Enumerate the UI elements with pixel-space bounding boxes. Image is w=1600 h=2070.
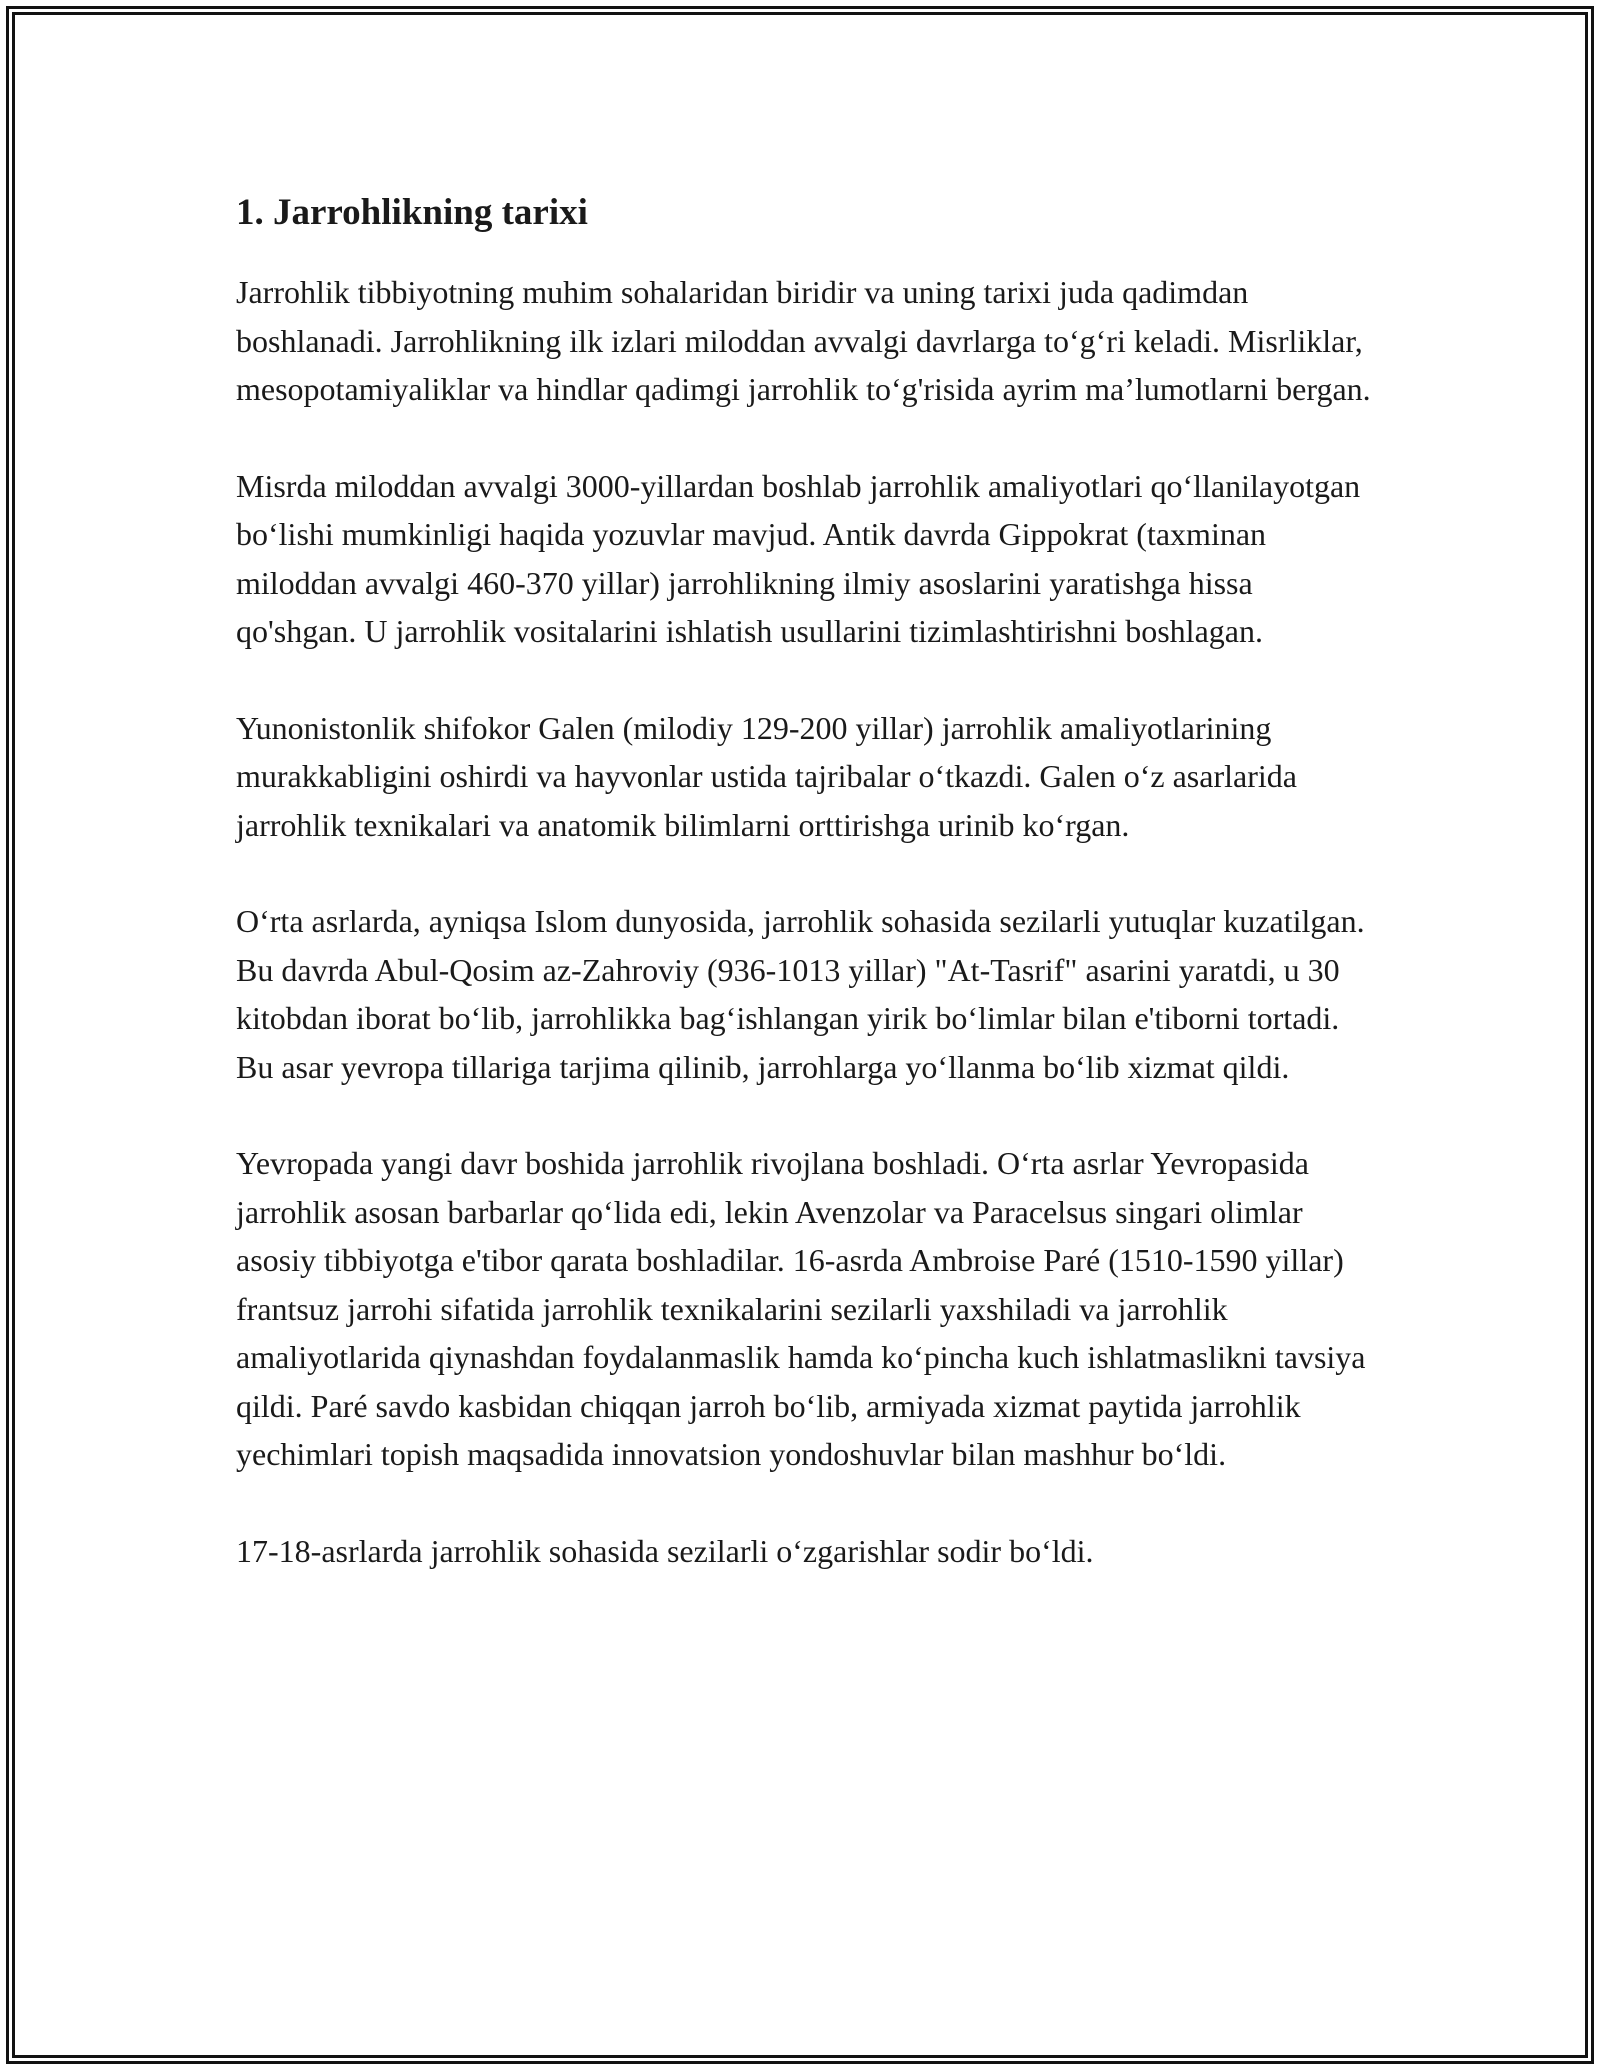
paragraph-egypt-hippocrates: Misrda miloddan avvalgi 3000-yillardan boshlab jarrohlik amaliyotlari qo‘llanilayotgan bo‘lishi mumkinligi haqida yozuvlar mavjud. Antik davrda Gippokrat (taxminan miloddan avvalgi 460-370 yillar) jarrohlikning ilmiy asoslarini yaratishga hissa qo'shgan. U jarrohlik vositalarini ishlatish usullarini tizimlashtirishni boshlagan. <box>236 467 1361 649</box>
document-body <box>236 188 1374 1623</box>
paragraph-17-18-centuries: 17-18-asrlarda jarrohlik sohasida sezilarli o‘zgarishlar sodir bo‘ldi. <box>236 1532 1094 1569</box>
paragraph-middle-ages-islam: O‘rta asrlarda, ayniqsa Islom dunyosida, jarrohlik sohasida sezilarli yutuqlar kuzatilgan. Bu davrda Abul-Qosim az-Zahroviy (936-1013 yillar) "At-Tasrif" asarini yaratdi, u 30 kitobdan iborat bo‘lib, jarrohlikka bag‘ishlangan yirik bo‘limlar bilan e'tiborni tortadi. Bu asar yevropa tillariga tarjima qilinib, jarrohlarga yo‘llanma bo‘lib xizmat qildi. <box>236 903 1365 1085</box>
paragraph-galen: Yunonistonlik shifokor Galen (milodiy 129-200 yillar) jarrohlik amaliyotlarining murakkabligini oshirdi va hayvonlar ustida tajribalar o‘tkazdi. Galen o‘z asarlarida jarrohlik texnikalari va anatomik bilimlarni orttirishga urinib ko‘rgan. <box>236 709 1297 843</box>
paragraph-europe-pare: Yevropada yangi davr boshida jarrohlik rivojlana boshladi. O‘rta asrlar Yevropasida jarrohlik asosan barbarlar qo‘lida edi, lekin Avenzolar va Paracelsus singari olimlar asosiy tibbiyotga e'tibor qarata boshladilar. 16-asrda Ambroise Paré (1510-1590 yillar) frantsuz jarrohi sifatida jarrohlik texnikalarini sezilarli yaxshiladi va jarrohlik amaliyotlarida qiynashdan foydalanmaslik hamda ko‘pincha kuch ishlatmaslikni tavsiya qildi. Paré savdo kasbidan chiqqan jarroh bo‘lib, armiyada xizmat paytida jarrohlik yechimlari topish maqsadida innovatsion yondoshuvlar bilan mashhur bo‘ldi. <box>236 1145 1366 1472</box>
paragraph-intro: Jarrohlik tibbiyotning muhim sohalaridan biridir va uning tarixi juda qadimdan boshlanadi. Jarrohlikning ilk izlari miloddan avvalgi davrlarga to‘g‘ri keladi. Misrliklar, mesopotamiyaliklar va hindlar qadimgi jarrohlik to‘g'risida ayrim ma’lumotlarni bergan. <box>236 274 1371 407</box>
section-heading: 1. Jarrohlikning tarixi <box>236 192 588 233</box>
